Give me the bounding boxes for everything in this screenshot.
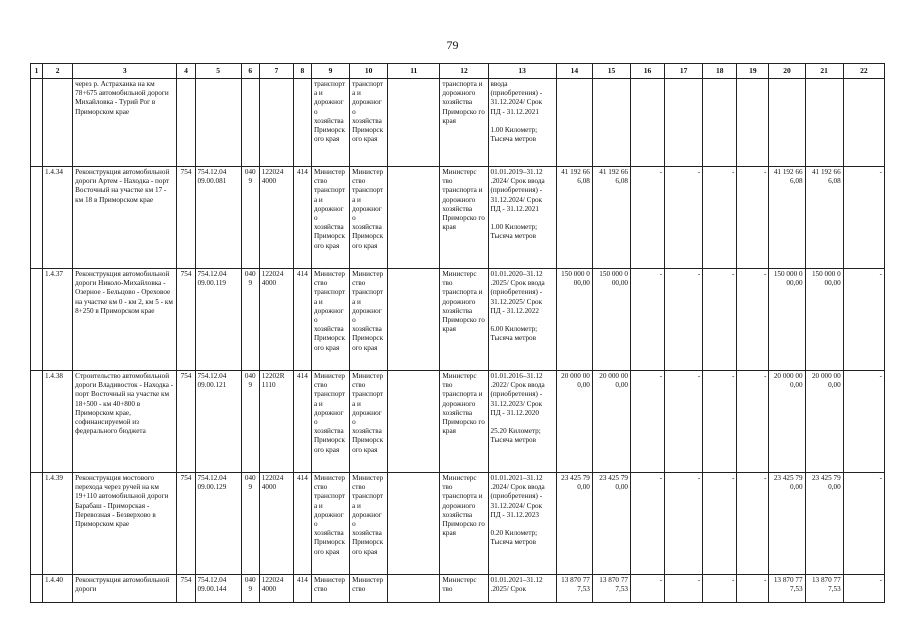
cell-col-18: - [703, 167, 737, 269]
header-cell: 3 [73, 64, 177, 79]
cell-col-14: 13 870 77 7,53 [556, 575, 592, 603]
cell-col-20: 13 870 77 7,53 [769, 575, 805, 603]
cell-col-6: 0409 [241, 167, 259, 269]
header-cell: 15 [592, 64, 630, 79]
cell-col-11 [388, 371, 440, 473]
cell-col-16: - [631, 575, 665, 603]
cell-col-3: Реконструкция автомобильной дороги Николо-Михайловка - Озерное - Бельцово - Ореховое на участке км 0 - км 2, км 5 - км 8+250 в Приморском крае [73, 269, 177, 371]
header-cell: 6 [241, 64, 259, 79]
cell-col-3: Реконструкция автомобильной дороги [73, 575, 177, 603]
cell-col-5: 754.12.04 09.00.144 [195, 575, 241, 603]
header-cell: 14 [556, 64, 592, 79]
cell-col-15: 150 000 0 00,00 [592, 269, 630, 371]
cell-col-2 [43, 79, 73, 167]
cell-col-8: 414 [293, 371, 311, 473]
cell-col-15: 23 425 79 0,00 [592, 473, 630, 575]
cell-col-6: 0409 [241, 269, 259, 371]
cell-col-6 [241, 79, 259, 167]
cell-col-7: 12202R 1110 [259, 371, 293, 473]
cell-col-7: 122024 4000 [259, 575, 293, 603]
cell-col-22: - [843, 575, 884, 603]
header-cell: 1 [31, 64, 43, 79]
cell-col-3: Реконструкция мостового перехода через ручей на км 19+110 автомобильной дороги Барабаш - Приморская - Перевозная - Безверхово в Приморском крае [73, 473, 177, 575]
header-cell: 12 [440, 64, 488, 79]
cell-col-16: - [631, 473, 665, 575]
cell-col-16: - [631, 269, 665, 371]
cell-col-7 [259, 79, 293, 167]
cell-col-21: 20 000 00 0,00 [805, 371, 843, 473]
header-cell: 20 [769, 64, 805, 79]
cell-col-14: 41 192 66 6,08 [556, 167, 592, 269]
cell-col-7: 122024 4000 [259, 269, 293, 371]
cell-col-4 [177, 79, 195, 167]
header-cell: 19 [737, 64, 769, 79]
cell-col-16: - [631, 167, 665, 269]
cell-col-20: 23 425 79 0,00 [769, 473, 805, 575]
cell-col-2: 1.4.39 [43, 473, 73, 575]
budget-table [30, 63, 885, 603]
cell-col-17: - [665, 575, 703, 603]
cell-col-22: - [843, 269, 884, 371]
header-cell: 13 [488, 64, 556, 79]
cell-col-10: Министер ство транспорт а и дорожног о хозяйства Приморск ого края [350, 371, 388, 473]
cell-col-7: 122024 4000 [259, 473, 293, 575]
cell-col-18: - [703, 269, 737, 371]
cell-col-11 [388, 575, 440, 603]
cell-col-4: 754 [177, 269, 195, 371]
table-row [31, 371, 885, 473]
cell-col-5: 754.12.04 09.00.129 [195, 473, 241, 575]
cell-col-22: - [843, 473, 884, 575]
cell-col-13: 01.01.2020–31.12 .2025/ Срок ввода (приобретения) - 31.12.2025/ Срок ПД - 31.12.2022 6.00 Километр; Тысяча метров [488, 269, 556, 371]
cell-col-19: - [737, 371, 769, 473]
cell-col-6: 0409 [241, 473, 259, 575]
cell-col-9: транспорт а и дорожног о хозяйства Приморск ого края [311, 79, 349, 167]
cell-col-22: - [843, 371, 884, 473]
cell-col-19: - [737, 167, 769, 269]
cell-col-7: 122024 4000 [259, 167, 293, 269]
cell-col-11 [388, 269, 440, 371]
cell-col-2: 1.4.40 [43, 575, 73, 603]
cell-col-3: Реконструкция автомобильной дороги Артем - Находка - порт Восточный на участке км 17 - км 18 в Приморском крае [73, 167, 177, 269]
cell-col-20 [769, 79, 805, 167]
cell-col-21: 13 870 77 7,53 [805, 575, 843, 603]
cell-col-10: транспорт а и дорожног о хозяйства Приморск ого края [350, 79, 388, 167]
cell-col-21: 23 425 79 0,00 [805, 473, 843, 575]
cell-col-1 [31, 79, 43, 167]
cell-col-8: 414 [293, 473, 311, 575]
header-cell: 11 [388, 64, 440, 79]
table-row [31, 167, 885, 269]
table-row [31, 79, 885, 167]
cell-col-13: ввода (приобретения) - 31.12.2024/ Срок ПД - 31.12.2021 1.00 Километр; Тысяча метров [488, 79, 556, 167]
page-number: 79 [446, 38, 459, 52]
cell-col-4: 754 [177, 575, 195, 603]
cell-col-9: Министер ство [311, 575, 349, 603]
cell-col-20: 41 192 66 6,08 [769, 167, 805, 269]
cell-col-15: 20 000 00 0,00 [592, 371, 630, 473]
cell-col-19: - [737, 269, 769, 371]
cell-col-9: Министер ство транспорт а и дорожног о хозяйства Приморск ого края [311, 167, 349, 269]
cell-col-18: - [703, 575, 737, 603]
cell-col-9: Министер ство транспорт а и дорожног о хозяйства Приморск ого края [311, 269, 349, 371]
cell-col-6: 0409 [241, 575, 259, 603]
cell-col-18 [703, 79, 737, 167]
cell-col-2: 1.4.34 [43, 167, 73, 269]
header-cell: 16 [631, 64, 665, 79]
cell-col-5: 754.12.04 09.00.119 [195, 269, 241, 371]
cell-col-8: 414 [293, 575, 311, 603]
header-cell: 7 [259, 64, 293, 79]
header-cell: 10 [350, 64, 388, 79]
cell-col-5 [195, 79, 241, 167]
cell-col-2: 1.4.38 [43, 371, 73, 473]
cell-col-19: - [737, 473, 769, 575]
cell-col-10: Министер ство [350, 575, 388, 603]
cell-col-1 [31, 167, 43, 269]
cell-col-22: - [843, 167, 884, 269]
cell-col-13: 01.01.2019–31.12 .2024/ Срок ввода (приобретения) - 31.12.2024/ Срок ПД - 31.12.2021 1.00 Километр; Тысяча метров [488, 167, 556, 269]
cell-col-8: 414 [293, 167, 311, 269]
cell-col-11 [388, 79, 440, 167]
cell-col-13: 01.01.2016–31.12 .2022/ Срок ввода (приобретения) - 31.12.2023/ Срок ПД - 31.12.2020 25.20 Километр; Тысяча метров [488, 371, 556, 473]
cell-col-1 [31, 269, 43, 371]
cell-col-8: 414 [293, 269, 311, 371]
cell-col-12: Министерс тво транспорта и дорожного хозяйства Приморско го края [440, 371, 488, 473]
cell-col-14: 150 000 0 00,00 [556, 269, 592, 371]
cell-col-12: Министерс тво [440, 575, 488, 603]
cell-col-1 [31, 473, 43, 575]
cell-col-18: - [703, 473, 737, 575]
cell-col-4: 754 [177, 473, 195, 575]
cell-col-20: 150 000 0 00,00 [769, 269, 805, 371]
cell-col-9: Министер ство транспорт а и дорожног о хозяйства Приморск ого края [311, 473, 349, 575]
header-cell: 4 [177, 64, 195, 79]
cell-col-6: 0409 [241, 371, 259, 473]
cell-col-21: 150 000 0 00,00 [805, 269, 843, 371]
cell-col-5: 754.12.04 09.00.121 [195, 371, 241, 473]
cell-col-17: - [665, 371, 703, 473]
cell-col-13: 01.01.2021–31.12 .2025/ Срок [488, 575, 556, 603]
header-row [31, 64, 885, 79]
cell-col-9: Министер ство транспорт а и дорожног о хозяйства Приморск ого края [311, 371, 349, 473]
cell-col-4: 754 [177, 371, 195, 473]
header-cell: 9 [311, 64, 349, 79]
table-row [31, 575, 885, 603]
header-cell: 18 [703, 64, 737, 79]
cell-col-10: Министер ство транспорт а и дорожног о хозяйства Приморск ого края [350, 269, 388, 371]
cell-col-14: 20 000 00 0,00 [556, 371, 592, 473]
cell-col-1 [31, 575, 43, 603]
cell-col-12: Министерс тво транспорта и дорожного хозяйства Приморско го края [440, 167, 488, 269]
cell-col-16: - [631, 371, 665, 473]
cell-col-11 [388, 167, 440, 269]
table-row [31, 269, 885, 371]
cell-col-19 [737, 79, 769, 167]
cell-col-12: Министерс тво транспорта и дорожного хозяйства Приморско го края [440, 473, 488, 575]
cell-col-19: - [737, 575, 769, 603]
header-cell: 2 [43, 64, 73, 79]
header-cell: 8 [293, 64, 311, 79]
cell-col-3: через р. Астраханка на км 78+675 автомобильной дороги Михайловка - Турий Рог в Приморском крае [73, 79, 177, 167]
cell-col-15: 13 870 77 7,53 [592, 575, 630, 603]
cell-col-12: Министерс тво транспорта и дорожного хозяйства Приморско го края [440, 269, 488, 371]
cell-col-4: 754 [177, 167, 195, 269]
cell-col-11 [388, 473, 440, 575]
cell-col-14: 23 425 79 0,00 [556, 473, 592, 575]
cell-col-8 [293, 79, 311, 167]
cell-col-14 [556, 79, 592, 167]
cell-col-2: 1.4.37 [43, 269, 73, 371]
header-cell: 17 [665, 64, 703, 79]
header-cell: 21 [805, 64, 843, 79]
header-cell: 22 [843, 64, 884, 79]
cell-col-18: - [703, 371, 737, 473]
cell-col-1 [31, 371, 43, 473]
cell-col-10: Министер ство транспорт а и дорожног о хозяйства Приморск ого края [350, 473, 388, 575]
cell-col-17 [665, 79, 703, 167]
cell-col-17: - [665, 269, 703, 371]
cell-col-17: - [665, 167, 703, 269]
cell-col-21: 41 192 66 6,08 [805, 167, 843, 269]
cell-col-5: 754.12.04 09.00.081 [195, 167, 241, 269]
cell-col-3: Строительство автомобильной дороги Владивосток - Находка - порт Восточный на участке км 18+500 - км 40+800 в Приморском крае, софинансируемой из федерального бюджета [73, 371, 177, 473]
table-row [31, 473, 885, 575]
cell-col-22 [843, 79, 884, 167]
cell-col-15: 41 192 66 6,08 [592, 167, 630, 269]
cell-col-21 [805, 79, 843, 167]
cell-col-16 [631, 79, 665, 167]
cell-col-17: - [665, 473, 703, 575]
cell-col-20: 20 000 00 0,00 [769, 371, 805, 473]
cell-col-10: Министер ство транспорт а и дорожног о хозяйства Приморск ого края [350, 167, 388, 269]
cell-col-13: 01.01.2021–31.12 .2024/ Срок ввода (приобретения) - 31.12.2024/ Срок ПД - 31.12.2023 0.20 Километр; Тысяча метров [488, 473, 556, 575]
header-cell: 5 [195, 64, 241, 79]
cell-col-12: транспорта и дорожного хозяйства Приморско го края [440, 79, 488, 167]
cell-col-15 [592, 79, 630, 167]
